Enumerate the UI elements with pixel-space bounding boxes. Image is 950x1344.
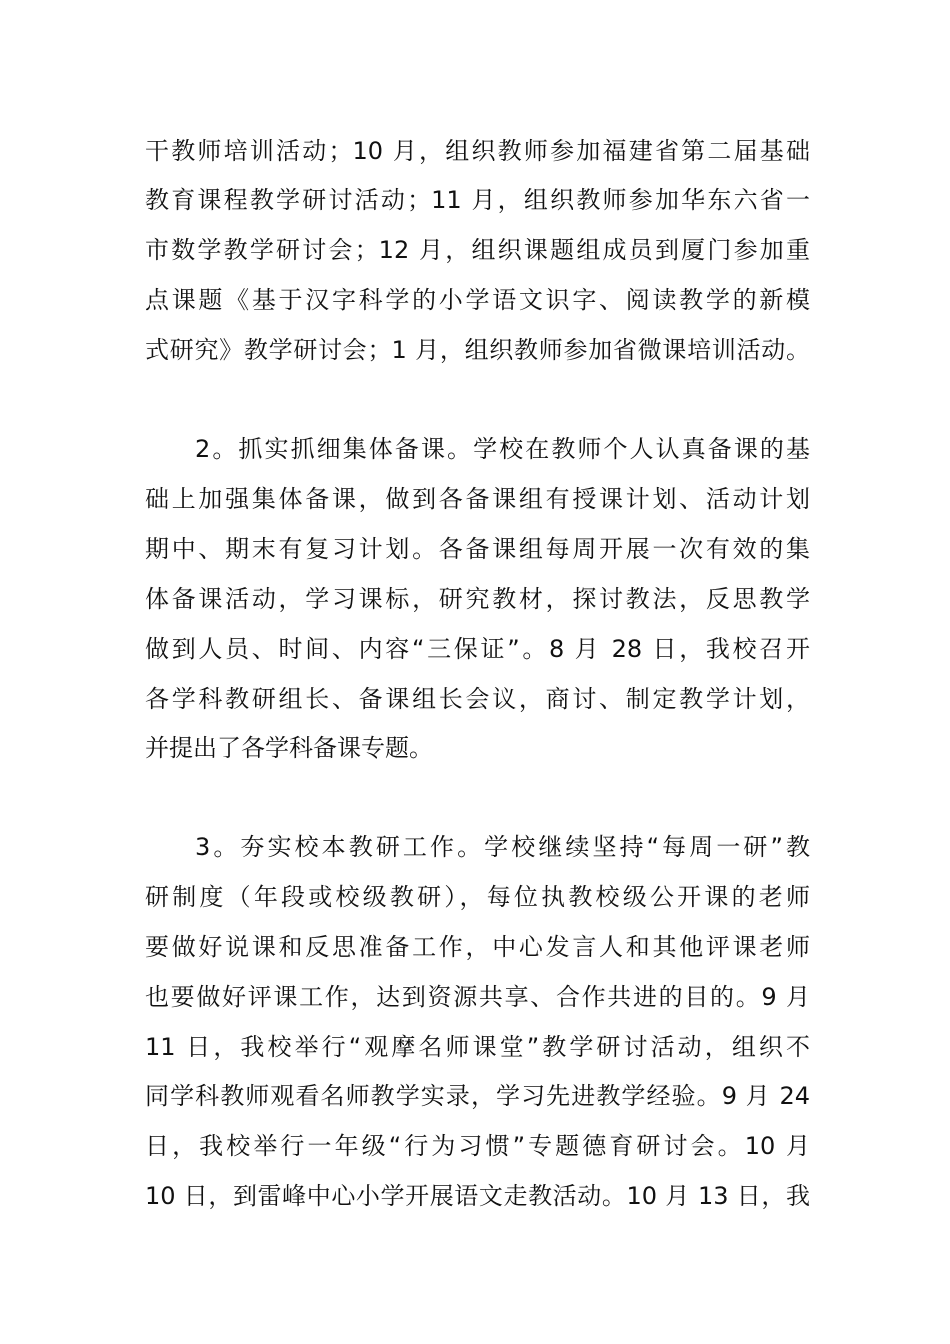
paragraph-2-line-7: 并提出了各学科备课专题。 (145, 734, 433, 762)
paragraph-3-line-1: 3。夯实校本教研工作。学校继续坚持“每周一研”教 (195, 833, 810, 861)
paragraph-2-line-4: 体备课活动，学习课标，研究教材，探讨教法，反思教学 (145, 585, 810, 613)
paragraph-1-line-3: 市数学教学研讨会；12 月，组织课题组成员到厦门参加重 (145, 236, 810, 264)
paragraph-2-line-5: 做到人员、时间、内容“三保证”。8 月 28 日，我校召开 (145, 635, 810, 663)
paragraph-3-line-5: 11 日，我校举行“观摩名师课堂”教学研讨活动，组织不 (145, 1033, 810, 1061)
paragraph-1-line-2: 教育课程教学研讨活动；11 月，组织教师参加华东六省一 (145, 186, 810, 214)
paragraph-3-line-6: 同学科教师观看名师教学实录，学习先进教学经验。9 月 24 (145, 1082, 810, 1110)
paragraph-3-line-7: 日，我校举行一年级“行为习惯”专题德育研讨会。10 月 (145, 1132, 810, 1160)
paragraph-2-line-2: 础上加强集体备课，做到各备课组有授课计划、活动计划 (145, 485, 810, 513)
paragraph-3-line-3: 要做好说课和反思准备工作，中心发言人和其他评课老师 (145, 933, 810, 961)
paragraph-1-line-1: 干教师培训活动；10 月，组织教师参加福建省第二届基础 (145, 137, 810, 165)
paragraph-2-line-6: 各学科教研组长、备课组长会议，商讨、制定教学计划， (145, 685, 810, 713)
paragraph-1-line-5: 式研究》教学研讨会；1 月，组织教师参加省微课培训活动。 (145, 336, 810, 364)
paragraph-2-line-3: 期中、期末有复习计划。各备课组每周开展一次有效的集 (145, 535, 810, 563)
paragraph-3-line-8: 10 日，到雷峰中心小学开展语文走教活动。10 月 13 日，我 (145, 1182, 810, 1210)
paragraph-1-line-4: 点课题《基于汉字科学的小学语文识字、阅读教学的新模 (145, 286, 810, 314)
paragraph-3-line-4: 也要做好评课工作，达到资源共享、合作共进的目的。9 月 (145, 983, 810, 1011)
paragraph-3-line-2: 研制度（年段或校级教研），每位执教校级公开课的老师 (145, 883, 810, 911)
paragraph-2-line-1: 2。抓实抓细集体备课。学校在教师个人认真备课的基 (195, 435, 810, 463)
